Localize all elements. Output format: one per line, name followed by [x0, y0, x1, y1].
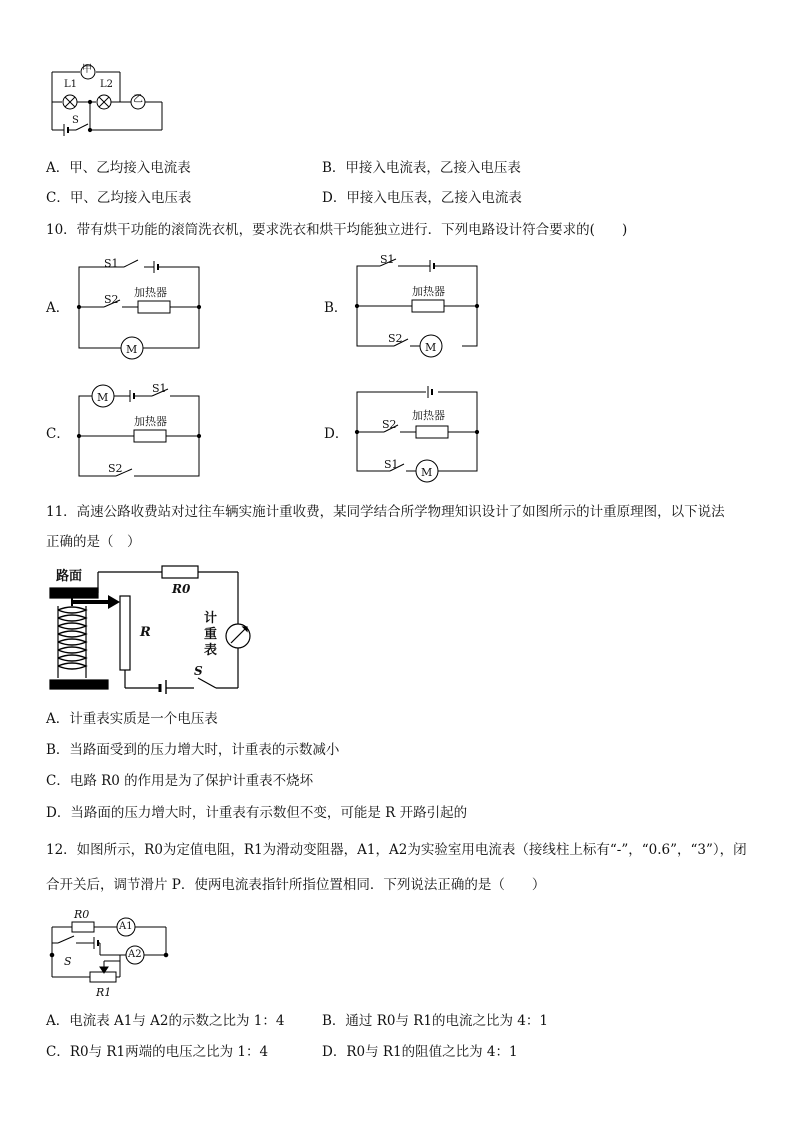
d-motor-label: M — [421, 466, 433, 479]
s-label: S — [194, 664, 203, 678]
road-label: 路面 — [56, 569, 83, 584]
switch-label: S — [72, 115, 79, 126]
q12-option-c[interactable]: C．R0与 R1两端的电压之比为 1：4 — [46, 1044, 269, 1060]
q11-stem-line1: 11．高速公路收费站对过往车辆实施计重收费，某同学结合所学物理知识设计了如图所示的计重原理图，以下说法 — [46, 504, 725, 520]
c-s2-label: S2 — [108, 462, 123, 475]
q10-option-a-label[interactable]: A． — [46, 300, 70, 316]
a1-label: A1 — [119, 921, 133, 932]
c-s1-label: S1 — [152, 382, 167, 395]
d-s1-label: S1 — [384, 458, 399, 471]
q12-stem-line2: 合开关后，调节滑片 P．使两电流表指针所指位置相同．下列说法正确的是（ ） — [46, 877, 546, 893]
a-s1-label: S1 — [104, 257, 119, 270]
q10-circuit-d — [350, 380, 484, 490]
q9-circuit-diagram — [44, 58, 174, 138]
b-s2-label: S2 — [388, 332, 403, 345]
q10-circuit-a — [72, 255, 206, 365]
a-motor-label: M — [126, 343, 138, 356]
q10-option-c-label[interactable]: C． — [46, 426, 70, 442]
d-s2-label: S2 — [382, 418, 397, 431]
l2-label: L2 — [100, 79, 114, 90]
yi-label: 乙 — [133, 94, 143, 105]
q10-circuit-b — [350, 250, 484, 360]
q12-circuit-diagram — [44, 903, 176, 1003]
l1-label: L1 — [64, 79, 78, 90]
d-heater-label: 加热器 — [412, 409, 445, 422]
q12-option-b[interactable]: B．通过 R0与 R1的电流之比为 4：1 — [322, 1013, 548, 1029]
jia-label: 甲 — [82, 64, 92, 75]
q12-option-d[interactable]: D．R0与 R1的阻值之比为 4：1 — [322, 1044, 518, 1060]
q10-circuit-c — [72, 380, 206, 490]
q12-option-a[interactable]: A．电流表 A1与 A2的示数之比为 1：4 — [46, 1013, 285, 1029]
q10-stem: 10．带有烘干功能的滚筒洗衣机，要求洗衣和烘干均能独立进行．下列电路设计符合要求的( ) — [46, 222, 628, 238]
q11-weighing-diagram — [44, 562, 254, 694]
meter-label-3: 表 — [204, 643, 218, 658]
a-s2-label: S2 — [104, 293, 119, 306]
c-motor-label: M — [97, 391, 109, 404]
r-label: R — [140, 625, 151, 640]
q10-option-b-label[interactable]: B． — [324, 300, 348, 316]
r0-label: R0 — [74, 908, 90, 921]
a2-label: A2 — [128, 949, 142, 960]
s-label: S — [64, 955, 72, 968]
r1-label: R1 — [96, 986, 112, 999]
c-heater-label: 加热器 — [134, 415, 167, 428]
meter-label-1: 计 — [204, 611, 218, 626]
q9-option-c[interactable]: C．甲、乙均接入电压表 — [46, 190, 192, 206]
b-heater-label: 加热器 — [412, 285, 445, 298]
q11-option-c[interactable]: C．电路 R0 的作用是为了保护计重表不烧坏 — [46, 773, 314, 789]
r0-label: R0 — [172, 582, 191, 596]
q9-option-a[interactable]: A．甲、乙均接入电流表 — [46, 160, 191, 176]
b-s1-label: S1 — [380, 253, 395, 266]
a-heater-label: 加热器 — [134, 286, 167, 299]
q11-stem-line2: 正确的是（ ） — [46, 534, 141, 550]
meter-label-2: 重 — [204, 627, 218, 642]
q11-option-a[interactable]: A．计重表实质是一个电压表 — [46, 711, 218, 727]
q9-option-d[interactable]: D．甲接入电压表，乙接入电流表 — [322, 190, 522, 206]
b-motor-label: M — [425, 341, 437, 354]
q11-option-b[interactable]: B．当路面受到的压力增大时，计重表的示数减小 — [46, 742, 340, 758]
q12-stem-line1: 12．如图所示，R0为定值电阻，R1为滑动变阻器，A1，A2为实验室用电流表（接线柱上标有“-”，“0.6”，“3”），闭 — [46, 842, 747, 858]
q9-option-b[interactable]: B．甲接入电流表，乙接入电压表 — [322, 160, 521, 176]
q11-option-d[interactable]: D．当路面的压力增大时，计重表有示数但不变，可能是 R 开路引起的 — [46, 805, 468, 821]
q10-option-d-label[interactable]: D． — [324, 426, 349, 442]
